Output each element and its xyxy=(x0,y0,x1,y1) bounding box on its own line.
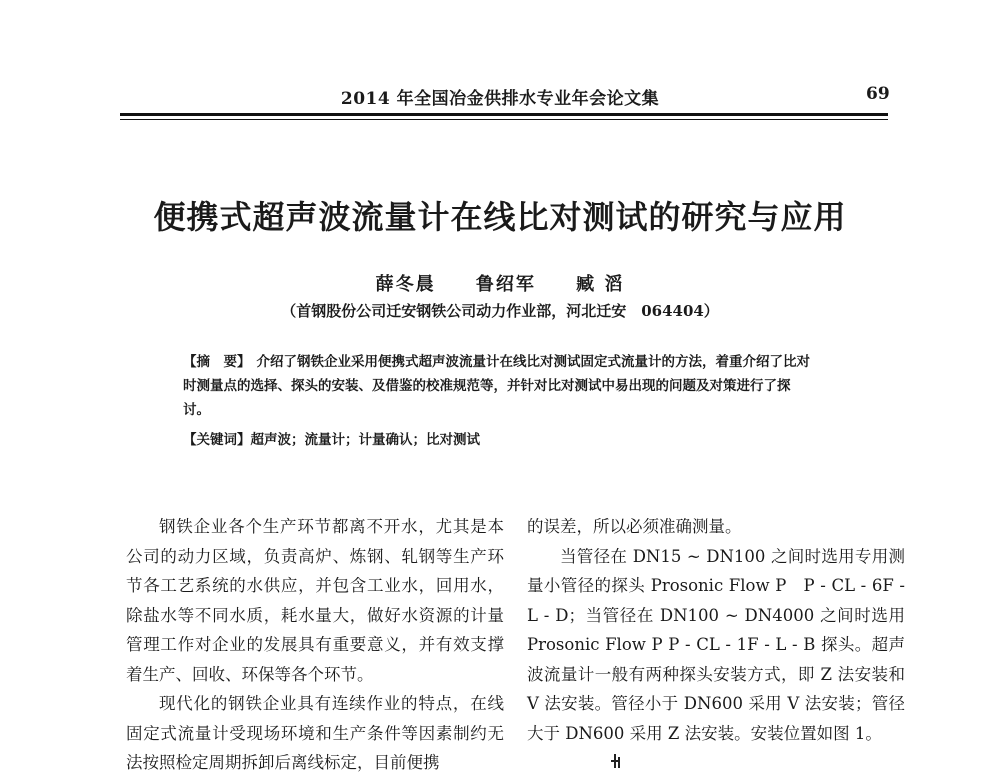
author-1: 薛冬晨 xyxy=(375,274,436,295)
right-paragraph-2: 当管径在 DN15 ~ DN100 之间时选用专用测量小管径的探头 Prosonic Flow P P - CL - 6F - L - D；当管径在 DN100 ~ DN4000 之间时选用 Prosonic Flow P P - CL - 1F - L - B 探头。超声波流量计一般有两种探头安装方式，即 Z 法安装和 V 法安装。管径小于 DN600 采用 V 法安装；管径大于 DN600 采用 Z 法安装。安装位置如图 1。 xyxy=(527,546,905,743)
paper-title: 便携式超声波流量计在线比对测试的研究与应用 xyxy=(153,198,847,236)
author-2: 鲁绍军 xyxy=(475,274,536,295)
body-left-column xyxy=(126,512,504,778)
right-paragraph-1: 的误差，所以必须准确测量。 xyxy=(527,517,742,536)
running-title: 2014 年全国冶金供排水专业年会论文集 xyxy=(340,89,660,109)
abstract-label: 【摘 要】 xyxy=(183,354,251,370)
left-paragraph-1: 钢铁企业各个生产环节都离不开水，尤其是本公司的动力区域，负责高炉、炼钢、轧钢等生产环节各工艺系统的水供应，并包含工业水，回用水，除盐水等不同水质，耗水量大，做好水资源的计量管理工作对企业的发展具有重要意义，并有效支撑着生产、回收、环保等各个环节。 xyxy=(126,517,504,684)
page-number: 69 xyxy=(866,84,890,104)
affiliation: （首钢股份公司迁安钢铁公司动力作业部，河北迁安 064404） xyxy=(281,302,719,320)
left-paragraph-2: 现代化的钢铁企业具有连续作业的特点，在线固定式流量计受现场环境和生产条件等因素制约无法按照检定周期拆卸后离线标定，目前便携 xyxy=(126,694,504,772)
running-header xyxy=(0,84,1000,114)
header-rule-thick xyxy=(120,113,888,116)
authors xyxy=(60,270,940,296)
keywords xyxy=(183,428,813,452)
body-right-column xyxy=(527,512,905,748)
header-rule-thin xyxy=(120,119,888,120)
keywords-text: 超声波；流量计；计量确认；比对测试 xyxy=(250,432,480,448)
figure-fragment-icon xyxy=(606,752,626,768)
abstract xyxy=(183,350,813,422)
author-3: 臧 滔 xyxy=(576,274,625,295)
abstract-text: 介绍了钢铁企业采用便携式超声波流量计在线比对测试固定式流量计的方法，着重介绍了比对时测量点的选择、探头的安装、及借鉴的校准规范等，并针对比对测试中易出现的问题及对策进行了探讨。 xyxy=(183,354,810,418)
keywords-label: 【关键词】 xyxy=(183,432,251,448)
